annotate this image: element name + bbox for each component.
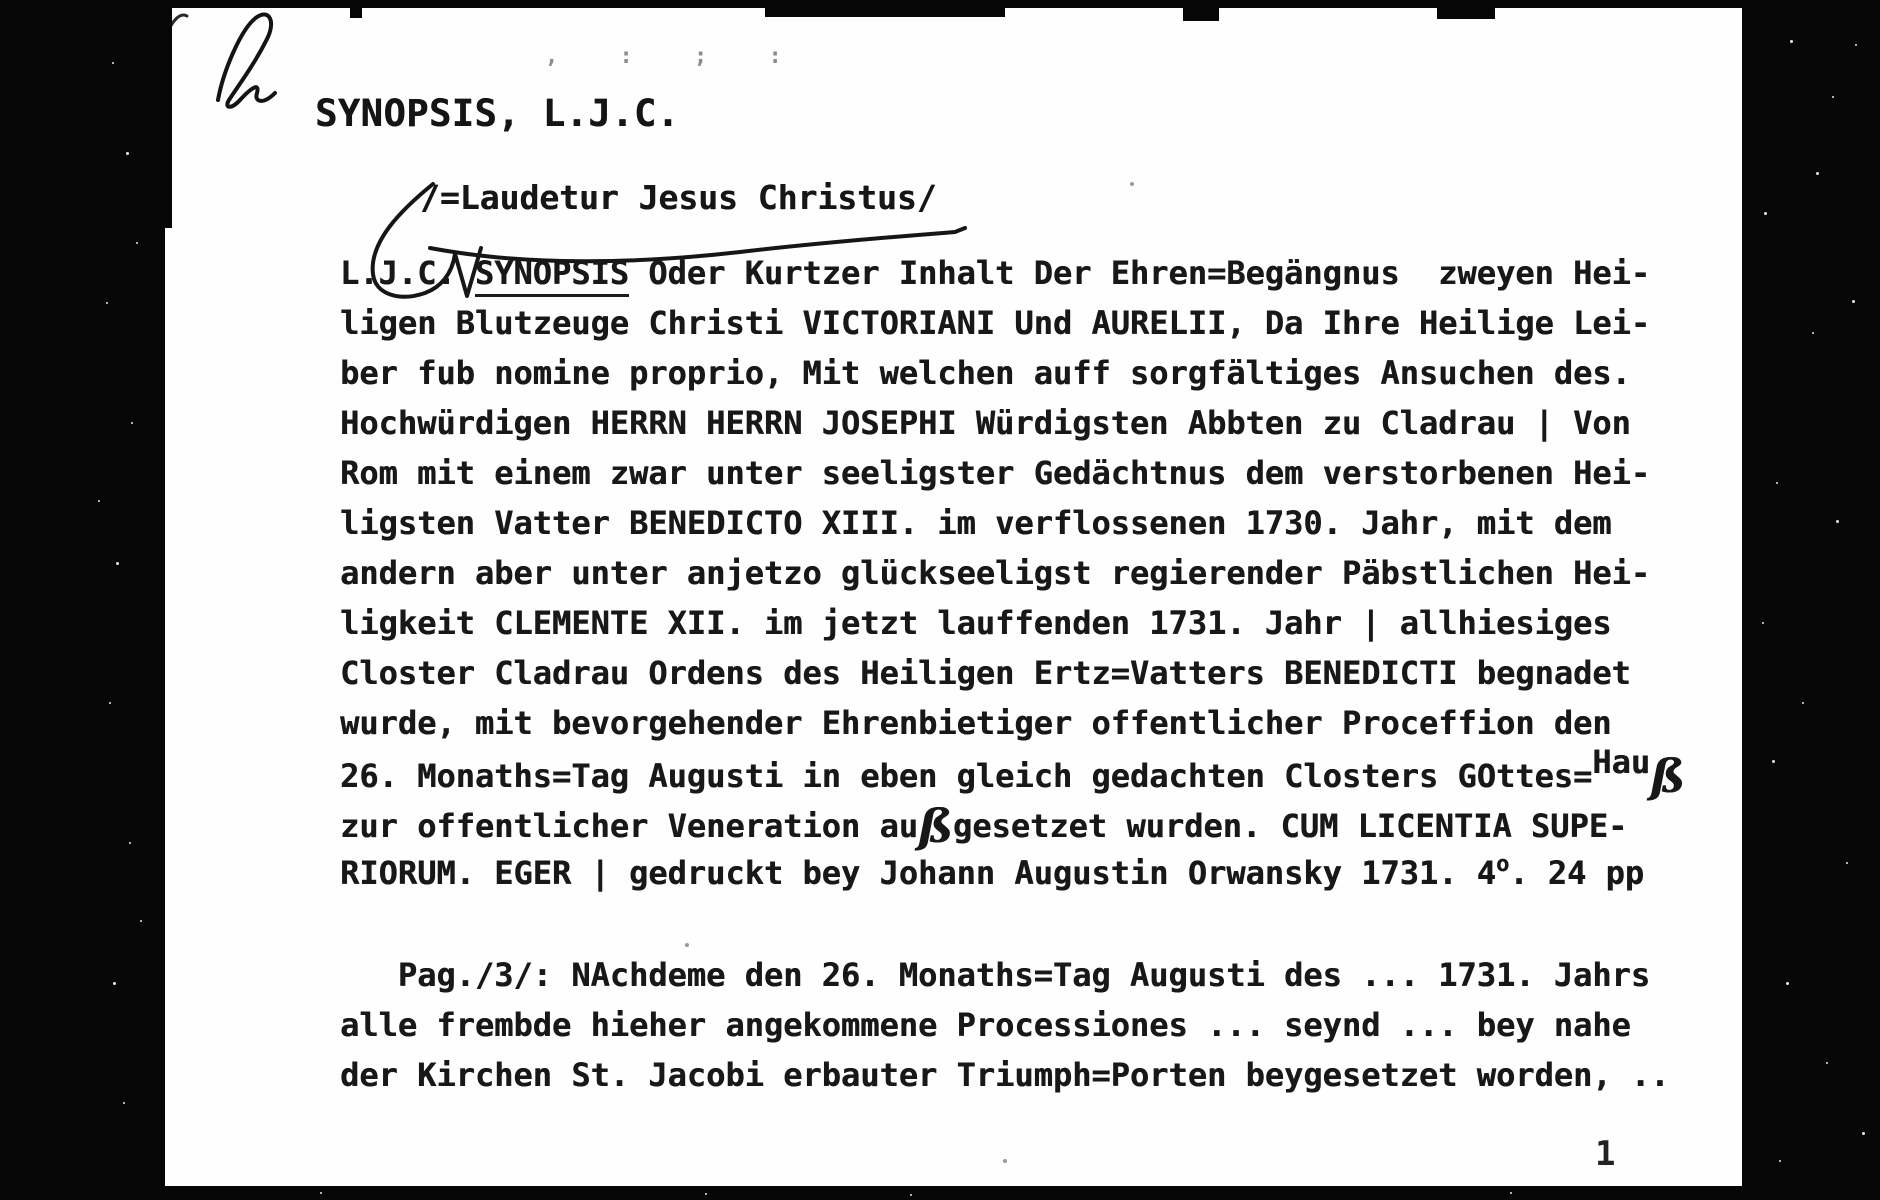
film-speck — [1772, 760, 1775, 763]
scan-edge-notch — [765, 8, 1005, 17]
film-speck — [98, 500, 100, 502]
film-speck — [1836, 520, 1839, 523]
film-speck — [1762, 622, 1764, 624]
film-speck — [1816, 172, 1819, 175]
paper-dust-speck — [685, 943, 689, 947]
document-subtitle: /=Laudetur Jesus Christus/ — [420, 178, 937, 217]
text-line: ber fub nomine proprio, Mit welchen auff sorgfältiges Ansuchen des. — [340, 354, 1631, 392]
text-line: ligen Blutzeuge Christi VICTORIANI Und AURELII, Da Ihre Heilige Lei- — [340, 304, 1651, 342]
text-line: L.J.C. SYNOPSIS Oder Kurtzer Inhalt Der Ehren=Begängnus zweyen Hei- — [340, 248, 1685, 298]
scan-edge-notch — [1437, 8, 1495, 19]
paper-dust-speck — [1130, 182, 1134, 186]
scan-edge-notch — [350, 8, 362, 18]
styled-segment-sup: Hau — [1592, 743, 1651, 781]
document-page — [165, 8, 1742, 1186]
film-speck — [140, 920, 142, 922]
film-speck — [1790, 40, 1793, 43]
text-line: Hochwürdigen HERRN HERRN JOSEPHI Würdigsten Abbten zu Cladrau | Von — [340, 404, 1631, 442]
text-line: andern aber unter anjetzo glückseeligst regierender Päbstlichen Hei- — [340, 554, 1651, 592]
styled-segment-hand: ß — [1650, 749, 1686, 803]
handwritten-monogram-mark — [218, 14, 275, 106]
film-speck — [109, 702, 111, 704]
text-line: der Kirchen St. Jacobi erbauter Triumph=Porten beygesetzet worden, .. — [340, 1056, 1670, 1094]
styled-segment-hand: ß — [917, 799, 953, 853]
text-line: wurde, mit bevorgehender Ehrenbietiger offentlicher Proceffion den — [340, 704, 1612, 742]
film-speck — [126, 152, 129, 155]
film-speck — [113, 982, 116, 985]
film-speck — [129, 842, 131, 844]
faint-stamp-marks: , : ; : — [545, 44, 806, 69]
film-speck — [1855, 44, 1857, 46]
film-speck — [1826, 1062, 1828, 1064]
paper-dust-speck — [1003, 1159, 1007, 1163]
film-speck — [1776, 482, 1778, 484]
film-speck — [123, 1102, 125, 1104]
text-line: alle frembde hieher angekommene Processiones ... seynd ... bey nahe — [340, 1006, 1631, 1044]
film-speck — [1852, 300, 1855, 303]
film-speck — [1846, 862, 1848, 864]
page-number: 1 — [1595, 1134, 1616, 1174]
film-speck — [1779, 1160, 1781, 1162]
text-line: Closter Cladrau Ordens des Heiligen Ertz=Vatters BENEDICTI begnadet — [340, 654, 1631, 692]
text-line: zur offentlicher Veneration außgesetzet wurden. CUM LICENTIA SUPE- — [340, 799, 1628, 853]
text-line: 26. Monaths=Tag Augusti in eben gleich gedachten Closters GOttes=Hauß — [340, 743, 1686, 803]
paragraph-pag3-entry — [340, 950, 1669, 1100]
film-speck — [106, 302, 108, 304]
film-speck — [131, 422, 133, 424]
film-speck — [112, 62, 114, 64]
styled-segment-u: SYNOPSIS — [475, 254, 629, 297]
film-speck — [116, 562, 119, 565]
text-line: ligkeit CLEMENTE XII. im jetzt lauffenden 1731. Jahr | allhiesiges — [340, 604, 1612, 642]
film-speck — [1812, 332, 1814, 334]
film-speck — [320, 1192, 322, 1194]
scan-edge-notch — [1183, 8, 1219, 21]
film-speck — [1802, 702, 1804, 704]
scan-edge-notch — [165, 8, 172, 228]
document-title: SYNOPSIS, L.J.C. — [315, 92, 680, 135]
film-speck — [1862, 1132, 1865, 1135]
film-speck — [910, 1194, 912, 1196]
text-line: RIORUM. EGER | gedruckt bey Johann Augustin Orwansky 1731. 4$^o$. 24 pp — [340, 852, 1645, 892]
film-speck — [1832, 96, 1834, 98]
text-line: ligsten Vatter BENEDICTO XIII. im verflossenen 1730. Jahr, mit dem — [340, 504, 1612, 542]
film-speck — [1764, 212, 1767, 215]
film-speck — [136, 242, 138, 244]
text-line: Rom mit einem zwar unter seeligster Gedächtnus dem verstorbenen Hei- — [340, 454, 1651, 492]
paragraph-main-entry — [340, 248, 1685, 898]
styled-segment-deg: o — [1495, 852, 1510, 877]
film-speck — [1510, 1192, 1512, 1194]
film-speck — [705, 1193, 707, 1195]
text-line: Pag./3/: NAchdeme den 26. Monaths=Tag Augusti des ... 1731. Jahrs — [340, 956, 1651, 994]
film-speck — [1786, 982, 1789, 985]
